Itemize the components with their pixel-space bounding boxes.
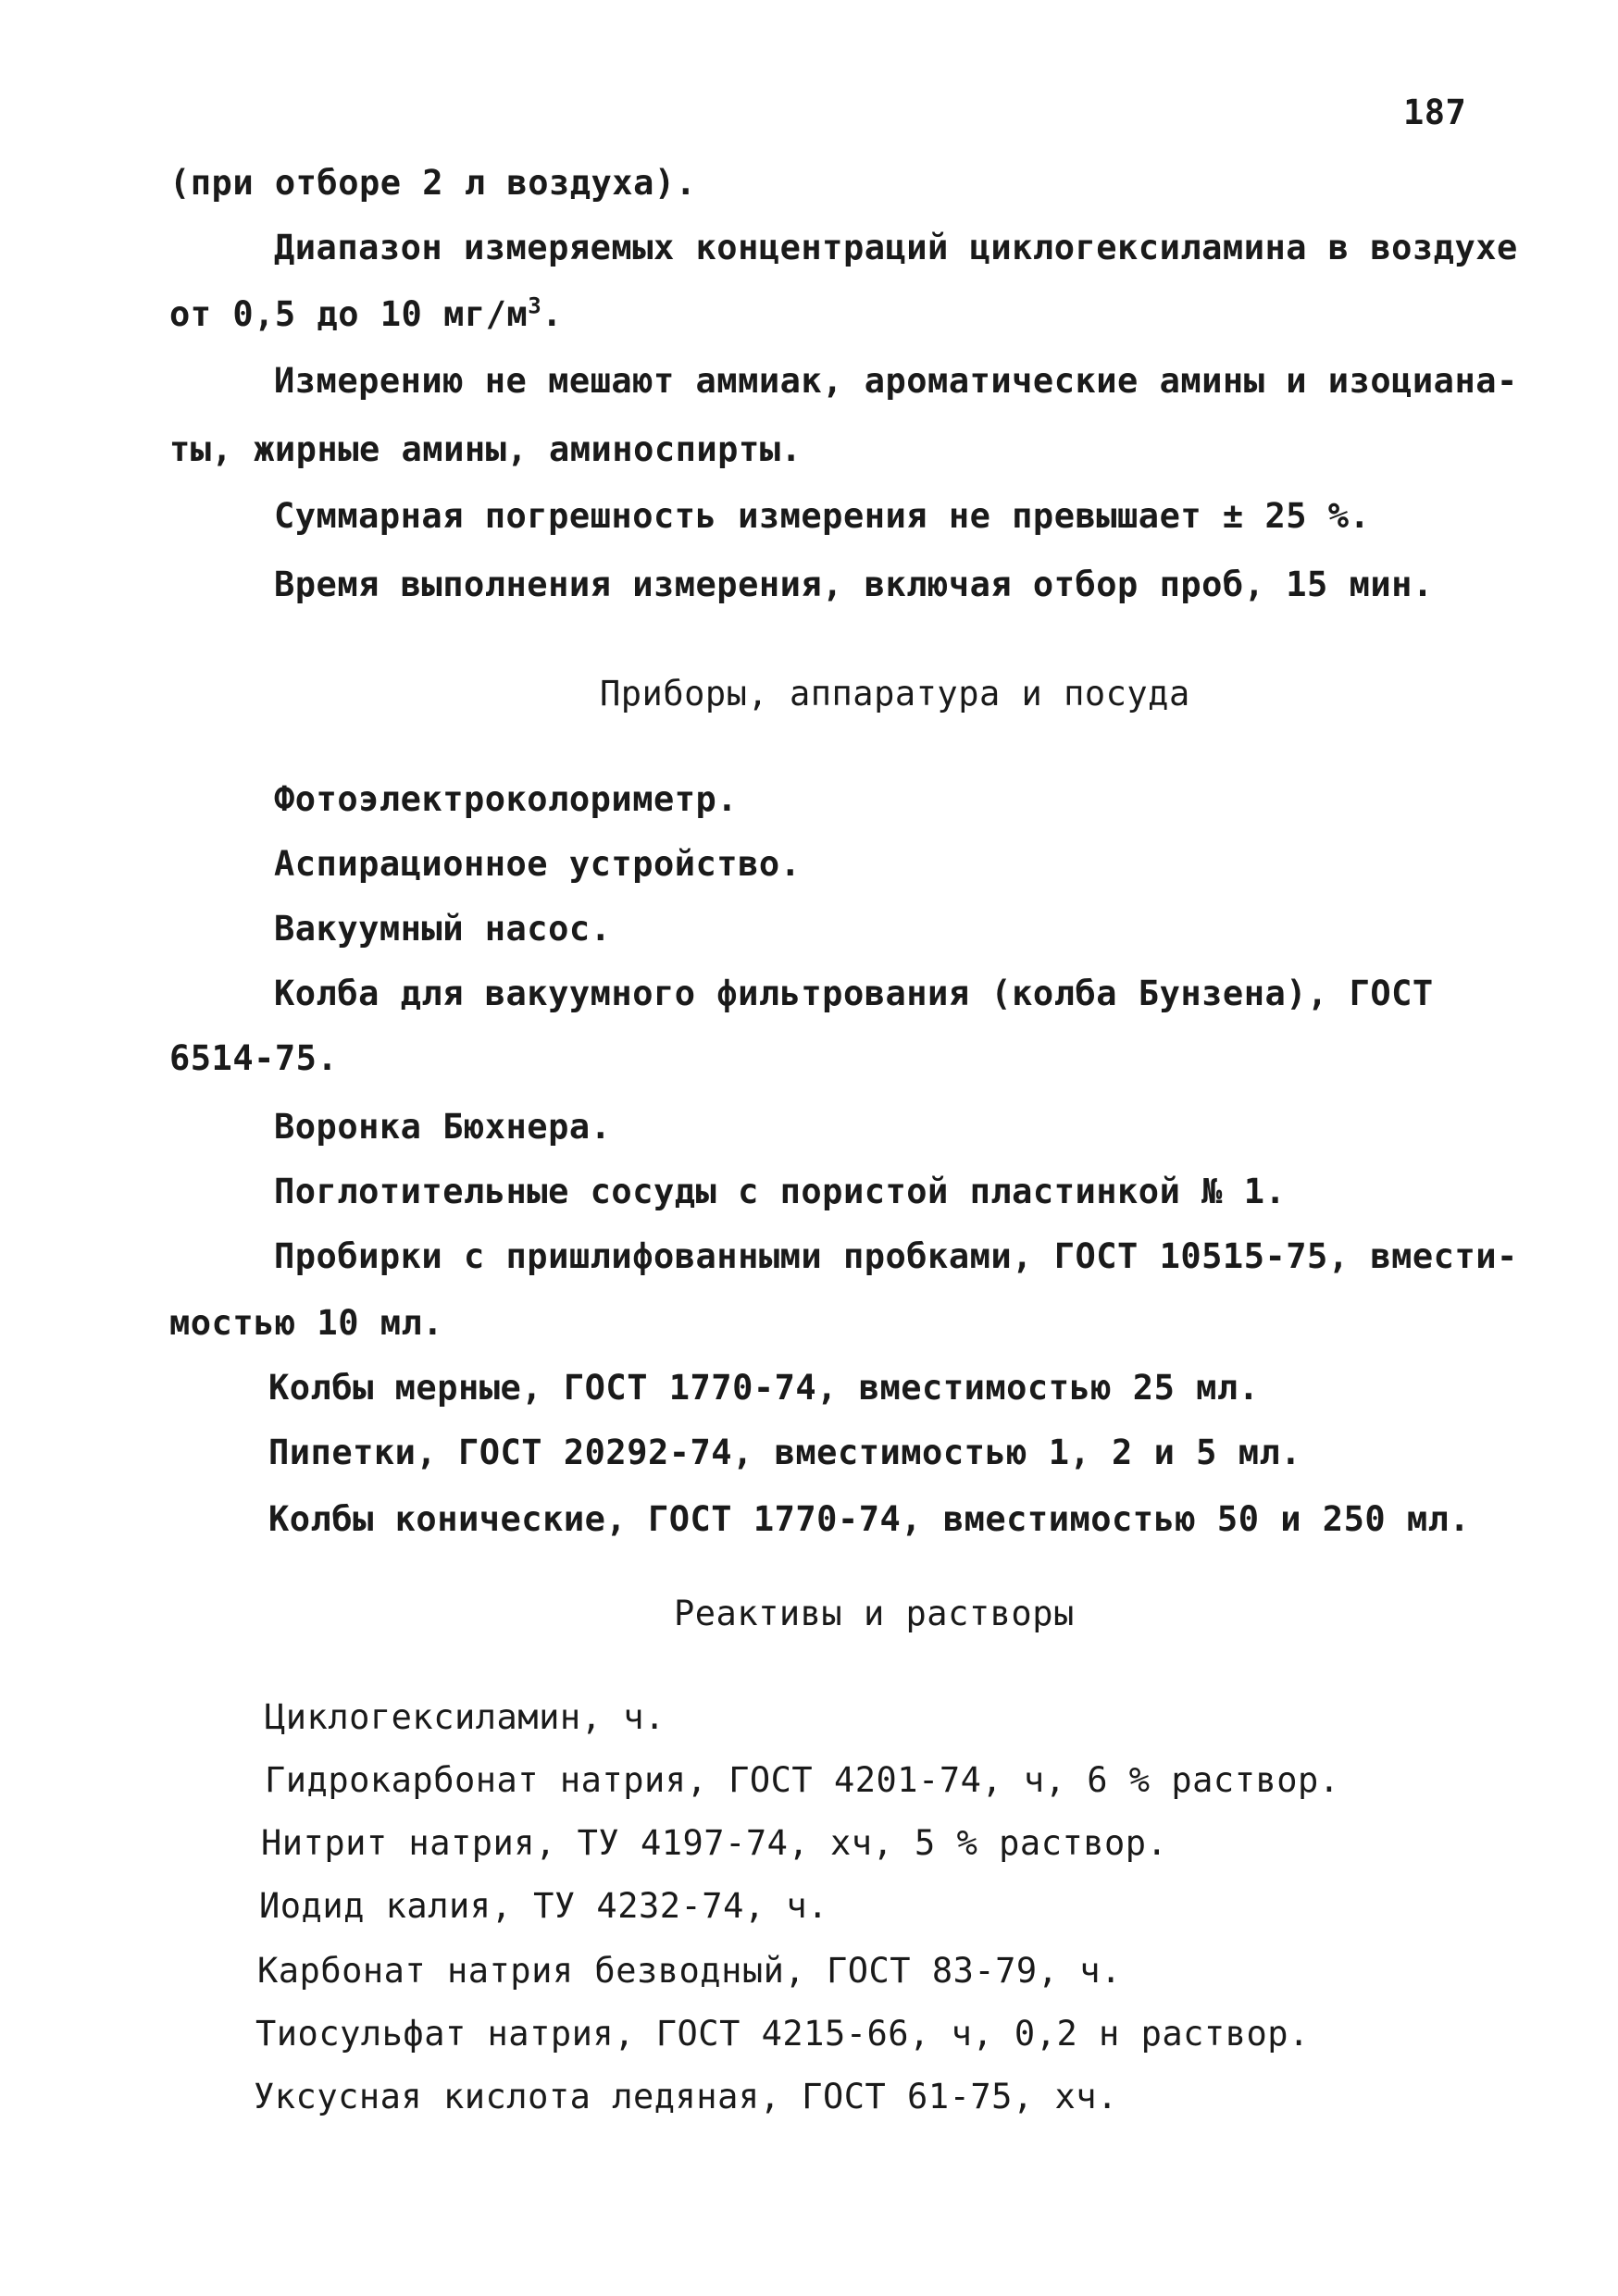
list-item: Колба для вакуумного фильтрования (колба Бунзена), ГОСТ [274,974,1434,1013]
list-item: Вакуумный насос. [274,909,612,949]
list-item: Нитрит натрия, ТУ 4197-74, хч, 5 % раствор. [261,1823,1168,1863]
paragraph-line: (при отборе 2 л воздуха). [169,163,697,203]
list-item: Фотоэлектроколориметр. [274,779,739,819]
list-item-continuation: мостью 10 мл. [169,1303,444,1343]
list-item-continuation: 6514-75. [169,1038,339,1078]
section-heading-reagents: Реактивы и растворы [674,1594,1075,1633]
list-item: Пипетки, ГОСТ 20292-74, вместимостью 1, 2 и 5 мл. [268,1433,1302,1472]
list-item: Карбонат натрия безводный, ГОСТ 83-79, ч. [257,1951,1122,1991]
list-item: Колбы мерные, ГОСТ 1770-74, вместимостью 25 мл. [268,1368,1260,1408]
paragraph-line: Время выполнения измерения, включая отбор проб, 15 мин. [274,565,1434,604]
concentration-range-text: от 0,5 до 10 мг/м [169,294,529,334]
unit-exponent: 3 [528,292,542,319]
list-item: Воронка Бюхнера. [274,1107,612,1147]
paragraph-line: ты, жирные амины, аминоспирты. [169,429,803,469]
page-number: 187 [1403,93,1467,132]
list-item: Циклогексиламин, ч. [265,1697,666,1737]
sentence-period: . [541,294,563,334]
paragraph-line: Измерению не мешают аммиак, ароматические амины и изоциана- [274,361,1518,401]
list-item: Колбы конические, ГОСТ 1770-74, вместимостью 50 и 250 мл. [268,1499,1471,1539]
paragraph-line [169,294,563,335]
list-item: Пробирки с пришлифованными пробками, ГОСТ 10515-75, вмести- [274,1236,1518,1276]
paragraph-line: Суммарная погрешность измерения не превышает ± 25 %. [274,496,1371,536]
paragraph-line: Диапазон измеряемых концентраций циклогексиламина в воздухе [274,228,1518,267]
list-item: Поглотительные сосуды с пористой пластинкой № 1. [274,1172,1287,1211]
list-item: Уксусная кислота ледяная, ГОСТ 61-75, хч. [254,2077,1118,2116]
list-item: Аспирационное устройство. [274,844,802,884]
list-item: Гидрокарбонат натрия, ГОСТ 4201-74, ч, 6 % раствор. [265,1760,1340,1800]
section-heading-equipment: Приборы, аппаратура и посуда [600,674,1190,714]
list-item: Иодид калия, ТУ 4232-74, ч. [259,1886,828,1926]
list-item: Тиосульфат натрия, ГОСТ 4215-66, ч, 0,2 н раствор. [255,2014,1310,2054]
